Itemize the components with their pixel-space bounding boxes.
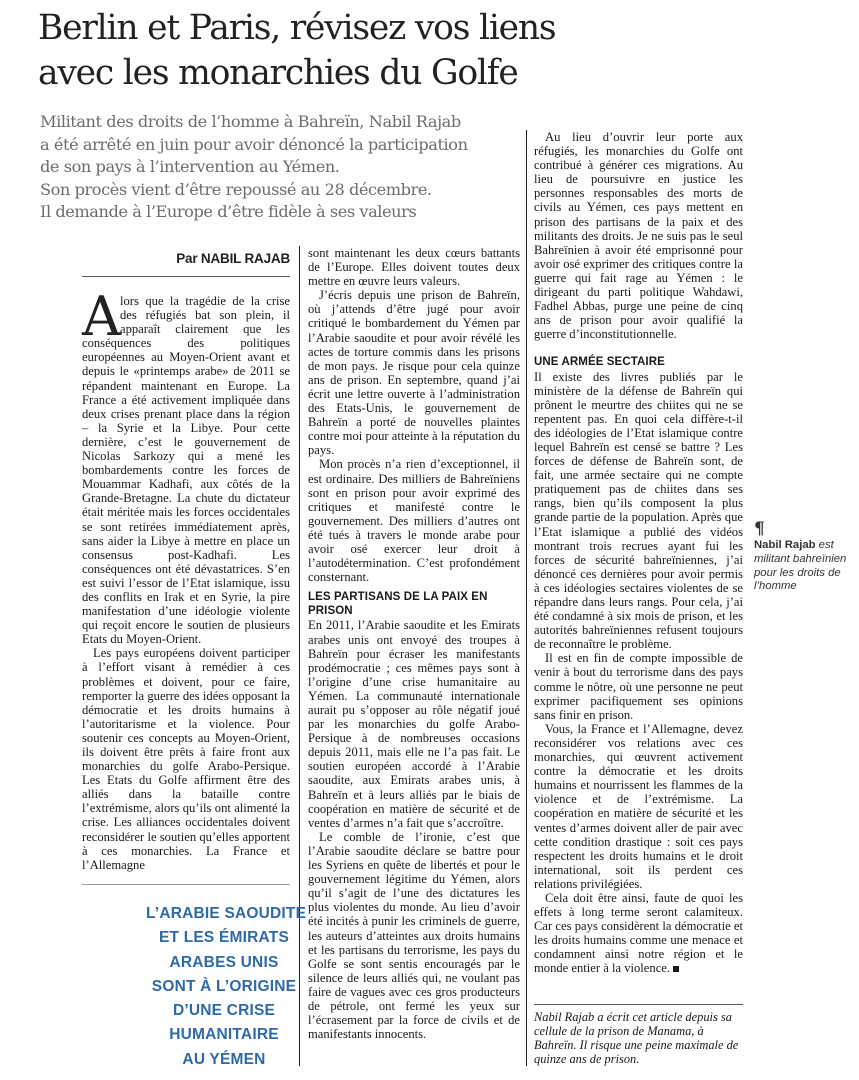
paragraph-text: Cela doit être ainsi, faute de quoi les effets à long terme seront calamiteux. Car ces pays considèrent la démocratie et les droits humains comme une menace et condamnent ainsi notre région et le monde entier à la violence. <box>534 890 743 976</box>
drop-cap-spacer <box>82 294 120 336</box>
quote-line: AU YÉMEN <box>182 1050 266 1068</box>
paragraph-text: lors que la tragédie de la crise des réfugiés bat son plein, il apparaît clairement que les conséquences des politiques européennes au Moyen-Orient avant et depuis le «printemps arabe» de 2011 se répandent maintenant en Europe. La France a été activement impliquée dans deux crises prenant place dans la région – la Syrie et la Libye. Pour cette dernière, c’est le gouvernement de Nicolas Sarkozy qui a mené les bombardements contre les forces de Mouammar Kadhafi, aux côtés de la Grande-Bretagne. La chute du dictateur était méritée mais les forces occidentales se sont retirées immédiatement après, sans aider la Libye à mettre en place un consensus post-Kadhafi. Les conséquences ont été dévastatrices. S’en est suivi l’essor de l’Etat islamique, issu des conflits en Irak et en Syrie, la pire manifestation d’une idéologie violente qui reçoit encore le soutien de plusieurs Etats du Moyen-Orient. <box>82 294 290 647</box>
deck-line: Militant des droits de l’homme à Bahreïn, Nabil Rajab <box>40 112 461 131</box>
paragraph <box>534 891 743 976</box>
paragraph: Le comble de l’ironie, c’est que l’Arabie saoudite déclare se battre pour les Syriens en quête de libertés et pour le gouvernement légitime du Yémen, alors qu’il s’agit de l’une des dictatures les plus violentes du monde. Au lieu d’avoir été incités à punir les criminels de guerre, les auteurs d’atteintes aux droits humains et les partisans du terrorisme, les pays du Golfe se sont sentis encouragés par le silence de leurs alliés qui, ne voulant pas faire de vagues avec ces gros producteurs de pétrole, ont fermé les yeux sur l’écrasement par la force de civils et de manifestants innocents. <box>308 829 520 1042</box>
paragraph: Mon procès n’a rien d’exceptionnel, il est ordinaire. Des milliers de Bahreïniens sont en prison pour avoir exprimé des critiques et manifesté contre le gouvernement. Des milliers d’autres ont été tués à travers le monde arabe pour avoir osé exercer leur droit à l’autodétermination. C’est profondément consternant. <box>308 457 520 585</box>
pilcrow-icon: ¶ <box>754 519 765 539</box>
paragraph: Il existe des livres publiés par le ministère de la défense de Bahreïn qui prônent le meurtre des chiites qui ne se repentent pas. En quoi cela diffère-t-il des idéologies de l’Etat islamique contre lequel Bahreïn est censé se battre ? Les forces de défense de Bahreïn sont, de fait, une armée sectaire qui ne compte pratiquement pas de chiites dans ses rangs, bien qu’ils composent la plus grande partie de la population. Après que l’Etat islamique a publié des vidéos montrant trois recrues ayant fui les forces de sécurité bahreïniennes, j’ai dénoncé ces dernières pour avoir permis à ces idéologies sectaires violentes de se répandre dans leurs rangs. Pour cela, j’ai été condamné à six mois de prison, et les autorités bahreïniennes refusent toujours de reconnaître le problème. <box>534 369 743 652</box>
deck-line: Il demande à l’Europe d’être fidèle à ses valeurs <box>40 202 417 221</box>
paragraph: Au lieu d’ouvrir leur porte aux réfugiés, les monarchies du Golfe ont contribué à générer ces migrations. Au lieu de poursuivre en justice les personnes responsables des morts de civils au Yémen, ces pays mettent en prison des partisans de la paix et des militants des droits. Je ne suis pas le seul Bahreïnien à avoir été emprisonné pour avoir osé exprimer des critiques contre la guerre qui fait rage au Yémen : le dirigeant du parti politique Wahdawi, Fadhel Abbas, purge une peine de cinq ans de prison pour avoir qualifié la guerre d’inconstitutionnelle. <box>534 130 743 342</box>
quote-line: HUMANITAIRE <box>169 1026 279 1044</box>
paragraph: Les pays européens doivent participer à l’effort visant à remédier à ces problèmes et doivent, pour ce faire, remporter la guerre des idées opposant la démocratie et les droits humains à l’autoritarisme et la violence. Pour soutenir ces concepts au Moyen-Orient, ils doivent être prêts à faire front aux monarchies du golfe Arabo-Persique. Les Etats du Golfe affirment être des alliés dans la bataille contre l’extrémisme, alors qu’ils ont alimenté la crise. Les alliances occidentales doivent reconsidérer le soutien qu’elles apportent à ces monarchies. La France et l’Allemagne <box>82 646 290 872</box>
paragraph: sont maintenant les deux cœurs battants de l’Europe. Elles doivent toutes deux mettre en œuvre leurs valeurs. <box>308 246 520 289</box>
paragraph: J’écris depuis une prison de Bahreïn, où j’attends d’être jugé pour avoir critiqué le bombardement du Yémen par l’Arabie saoudite et pour avoir révélé les actes de torture commis dans les prisons de mon pays. Je risque pour cela quinze ans de prison. En septembre, quand j’ai écrit une lettre ouverte à l’administration des Etats-Unis, le gouvernement de Bahreïn a porté de nouvelles plaintes contre moi pour atteinte à la réputation du pays. <box>308 288 520 458</box>
quote-line: SONT À L’ORIGINE <box>151 977 297 995</box>
headline-line-2: avec les monarchies du Golfe <box>38 53 518 93</box>
author-note <box>534 1010 744 1066</box>
article-deck <box>40 111 520 224</box>
deck-line: a été arrêté en juin pour avoir dénoncé la participation <box>40 134 468 154</box>
article-column-3 <box>534 130 743 976</box>
column-rule-2 <box>526 130 527 1066</box>
sidebar-author-name: Nabil Rajab <box>754 539 816 551</box>
sidebar-author-role: est militant bahreïnien pour les droits de l’homme <box>754 539 847 593</box>
author-note-rule <box>534 1004 743 1005</box>
article-column-1 <box>82 294 290 872</box>
drop-cap: A <box>82 285 121 348</box>
paragraph <box>82 294 290 646</box>
paragraph: Il est en fin de compte impossible de venir à bout du terrorisme dans des pays comme le nôtre, où une personne ne peut exprimer pacifiquement ses opinions sans finir en prison. <box>534 651 743 722</box>
subheading: UNE ARMÉE SECTAIRE <box>534 356 665 369</box>
paragraph: En 2011, l’Arabie saoudite et les Emirats arabes unis ont envoyé des troupes à Bahreïn pour écraser les manifestants prodémocratie ; ces mêmes pays sont à l’origine d’une crise humanitaire au Yémen. La communauté internationale aurait pu s’opposer au rôle négatif joué par les monarchies du golfe Arabo-Persique à de nombreuses occasions depuis 2011, mais elle ne l’a pas fait. Le soutien européen accordé à l’Arabie saoudite, aux Emirats arabes unis, à Bahreïn et à leurs alliés par le biais de coopération en matière de sécurité et de ventes d’armes n’a fait que s’accroître. <box>308 618 520 830</box>
headline-line-1: Berlin et Paris, révisez vos liens <box>38 8 556 48</box>
quote-line: ET LES ÉMIRATS <box>159 929 289 947</box>
quote-line: ARABES UNIS <box>169 953 279 971</box>
author-note-name: Nabil Rajab <box>534 1010 595 1024</box>
author-note-text: a écrit cet article depuis sa cellule de la prison de Manama, à Bahreïn. Il risque une peine maximale de quinze ans de prison. <box>534 1010 739 1067</box>
quote-line: L’ARABIE SAOUDITE <box>146 905 307 922</box>
byline: Par NABIL RAJAB <box>176 251 290 266</box>
deck-line: de son pays à l’intervention au Yémen. <box>40 157 340 176</box>
quote-line: D’UNE CRISE <box>172 1002 276 1020</box>
article-column-2 <box>308 246 520 1041</box>
deck-line: Son procès vient d’être repoussé au 28 décembre. <box>40 179 432 199</box>
byline-rule <box>82 276 290 277</box>
end-mark-icon <box>673 966 679 972</box>
quote-rule-top <box>82 884 290 885</box>
pull-quote <box>146 902 307 1072</box>
headline <box>38 6 828 96</box>
subheading: LES PARTISANS DE LA PAIX EN PRISON <box>308 591 488 618</box>
author-bio-sidebar <box>754 520 854 594</box>
paragraph: Vous, la France et l’Allemagne, devez reconsidérer vos relations avec ces monarchies, qui œuvrent activement contre la démocratie et les droits humains et nourrissent les flammes de la violence et de l’extrémisme. La coopération en matière de sécurité et les ventes d’armes doivent aller de pair avec cette condition drastique : soit ces pays respectent les droits humains et le droit international, soit ils perdent ces relations privilégiées. <box>534 721 743 891</box>
